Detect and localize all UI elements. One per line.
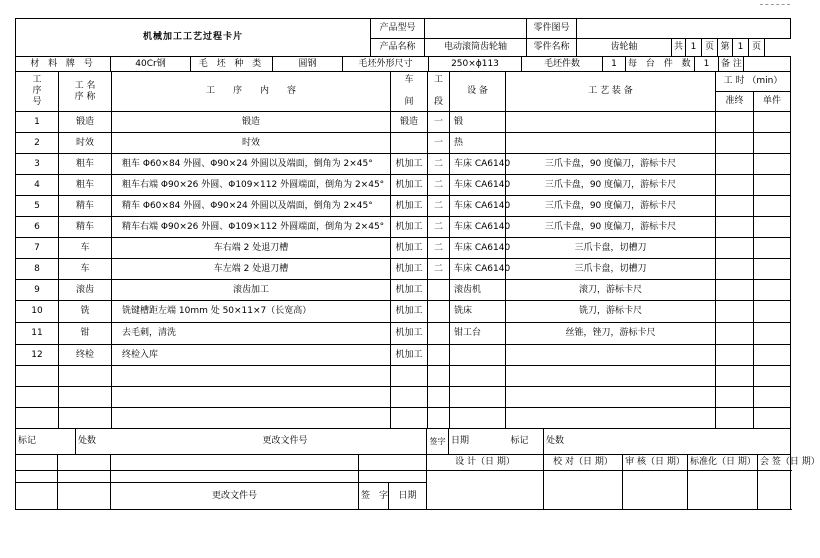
part-name-value: 齿轮轴 [577,39,672,57]
op-no: 2 [16,133,59,154]
op-equipment: 钳工台 [450,323,506,345]
op-content: 粗车 Φ60×84 外圆、Φ90×24 外圆以及端面，倒角为 2×45° [112,154,391,175]
footer-date-label: 日期 [449,429,509,455]
product-name-label: 产品名称 [371,39,425,57]
product-model-value [425,19,527,39]
operation-row [16,217,791,238]
op-content: 去毛刺，清洗 [112,323,391,345]
op-prep-time [716,323,754,345]
op-prep-time [716,175,754,196]
operation-row [16,112,791,133]
op-section: 二 [428,259,450,280]
card-header [15,18,791,57]
per-unit-value: 1 [695,57,719,72]
op-section: 一 [428,133,450,154]
op-workshop: 机加工 [391,175,428,196]
op-workshop: 机加工 [391,217,428,238]
op-unit-time [754,112,791,133]
op-equipment: 车床 CA6140 [450,259,506,280]
op-no: 9 [16,280,59,301]
operation-row [16,154,791,175]
op-no: 1 [16,112,59,133]
op-equipment: 车床 CA6140 [450,217,506,238]
op-section: 二 [428,175,450,196]
op-workshop: 机加工 [391,280,428,301]
op-equipment: 热 [450,133,506,154]
op-content: 锻造 [112,112,391,133]
footer-sign-label: 签字 [427,429,449,455]
op-workshop: 机加工 [391,323,428,345]
op-workshop [391,133,428,154]
op-name: 车 [59,238,112,259]
op-section [428,301,450,323]
op-tooling: 三爪卡盘，90 度偏刀，游标卡尺 [506,175,716,196]
material-grade-value: 40Cr钢 [111,57,191,72]
footer-change-doc-label: 更改文件号 [261,429,427,455]
operation-row [16,175,791,196]
op-name: 锻造 [59,112,112,133]
op-equipment: 车床 CA6140 [450,154,506,175]
op-unit-time [754,238,791,259]
op-tooling [506,112,716,133]
no-label: 第 [718,39,733,57]
blank-size-value: 250×ϕ113 [429,57,522,72]
op-workshop: 机加工 [391,238,428,259]
op-name: 时效 [59,133,112,154]
standard-label: 标准化（日 期） [688,455,758,471]
col-op-no: 工 序 号 [16,72,59,112]
footer-change-doc-label-2: 更改文件号 [111,483,359,510]
op-no: 5 [16,196,59,217]
op-content: 精车 Φ60×84 外圆、Φ90×24 外圆以及端面，倒角为 2×45° [112,196,391,217]
op-no: 12 [16,345,59,366]
op-prep-time [716,280,754,301]
op-no: 6 [16,217,59,238]
op-no: 3 [16,154,59,175]
op-name: 精车 [59,196,112,217]
countersign-label: 会 签（日 期） [758,455,791,471]
op-unit-time [754,323,791,345]
op-prep-time [716,196,754,217]
op-no: 10 [16,301,59,323]
op-section: 一 [428,112,450,133]
op-section: 二 [428,196,450,217]
op-content: 粗车右端 Φ90×26 外圆、Φ109×112 外圆端面，倒角为 2×45° [112,175,391,196]
material-row [15,56,791,72]
op-prep-time [716,345,754,366]
remark-label: 备 注 [719,57,744,72]
op-tooling: 三爪卡盘，切槽刀 [506,238,716,259]
op-name: 滚齿 [59,280,112,301]
review-label: 审 核（日 期） [623,455,688,471]
op-no: 4 [16,175,59,196]
op-equipment: 车床 CA6140 [450,175,506,196]
op-name: 粗车 [59,154,112,175]
operation-row [16,345,791,366]
total-label: 共 [672,39,686,57]
op-name: 车 [59,259,112,280]
op-prep-time [716,154,754,175]
op-no: 11 [16,323,59,345]
footer-count-label-2: 处数 [544,429,791,455]
col-tooling: 工 艺 装 备 [506,72,716,112]
op-prep-time [716,301,754,323]
op-workshop: 机加工 [391,259,428,280]
op-name: 铣 [59,301,112,323]
col-section: 工 段 [428,72,450,112]
operation-row [16,301,791,323]
op-section [428,280,450,301]
op-workshop: 机加工 [391,345,428,366]
op-no: 8 [16,259,59,280]
proof-label: 校 对（日 期） [544,455,623,471]
op-workshop: 机加工 [391,196,428,217]
operation-row [16,133,791,154]
design-label: 设 计（日 期） [427,455,544,471]
op-section: 二 [428,217,450,238]
op-tooling: 三爪卡盘，90 度偏刀，游标卡尺 [506,154,716,175]
col-workshop: 车 间 [391,72,428,112]
op-equipment: 车床 CA6140 [450,238,506,259]
op-unit-time [754,280,791,301]
op-content: 精车右端 Φ90×26 外圆、Φ109×112 外圆端面，倒角为 2×45° [112,217,391,238]
material-grade-label: 材 料 牌 号 [16,57,111,72]
col-unit-time: 单件 [754,92,791,112]
col-time: 工 时 （min） [716,72,791,92]
op-prep-time [716,217,754,238]
op-section [428,345,450,366]
op-prep-time [716,112,754,133]
col-prep-time: 准终 [716,92,754,112]
op-content: 滚齿加工 [112,280,391,301]
part-name-label: 零件名称 [527,39,577,57]
op-tooling: 三爪卡盘，90 度偏刀，游标卡尺 [506,217,716,238]
op-unit-time [754,217,791,238]
blank-size-label: 毛坯外形尺寸 [343,57,429,72]
blank-type-label: 毛 坯 种 类 [191,57,273,72]
op-equipment: 铣床 [450,301,506,323]
op-content: 铣键槽距左端 10mm 处 50×11×7（长宽高） [112,301,391,323]
op-prep-time [716,133,754,154]
op-name: 钳 [59,323,112,345]
op-workshop: 机加工 [391,154,428,175]
blank-rows [16,366,791,429]
page-label: 页 [702,39,718,57]
op-unit-time [754,154,791,175]
op-unit-time [754,133,791,154]
op-equipment: 车床 CA6140 [450,196,506,217]
op-tooling: 三爪卡盘，切槽刀 [506,259,716,280]
op-tooling: 丝锥，锉刀，游标卡尺 [506,323,716,345]
op-content: 时效 [112,133,391,154]
op-prep-time [716,259,754,280]
op-unit-time [754,301,791,323]
footer-mark-label-2: 标记 [509,429,544,455]
op-section: 二 [428,238,450,259]
operation-row [16,196,791,217]
op-section: 二 [428,154,450,175]
product-name-value: 电动滚筒齿轮轴 [425,39,527,57]
op-workshop: 机加工 [391,301,428,323]
op-no: 7 [16,238,59,259]
op-content: 车右端 2 处退刀槽 [112,238,391,259]
col-content: 工 序 内 容 [112,72,391,112]
footer-date-label-2: 日期 [389,483,427,510]
op-equipment: 滚齿机 [450,280,506,301]
process-card [15,18,820,520]
col-equipment: 设 备 [450,72,506,112]
op-content: 终检入库 [112,345,391,366]
op-tooling [506,133,716,154]
operations-table [15,71,791,429]
op-workshop: 锻造 [391,112,428,133]
op-tooling: 铣刀，游标卡尺 [506,301,716,323]
per-unit-label: 每 台 件 数 [626,57,695,72]
op-tooling [506,345,716,366]
page-label-2: 页 [749,39,765,57]
op-equipment [450,345,506,366]
op-name: 终检 [59,345,112,366]
col-op-name: 工 名 序 称 [59,72,112,112]
op-tooling: 滚刀，游标卡尺 [506,280,716,301]
op-unit-time [754,259,791,280]
blank-count-label: 毛坯件数 [522,57,603,72]
operations-body [16,112,791,366]
page-no: 1 [733,39,749,57]
footer-count-label: 处数 [76,429,261,455]
remark-value [744,57,791,72]
blank-count-value: 1 [603,57,626,72]
op-section [428,323,450,345]
footer-mark-label: 标记 [16,429,76,455]
page-edge-marker [760,4,790,5]
op-content: 车左端 2 处退刀槽 [112,259,391,280]
footer-sign-label-2: 签 字 [359,483,389,510]
product-model-label: 产品型号 [371,19,425,39]
operation-row [16,280,791,301]
blank-type-value: 圆钢 [273,57,343,72]
total-pages: 1 [686,39,702,57]
operation-row [16,238,791,259]
operation-row [16,323,791,345]
card-title: 机械加工工艺过程卡片 [16,19,371,57]
card-footer [15,428,820,510]
part-drawing-label: 零件图号 [527,19,577,39]
op-tooling: 三爪卡盘，90 度偏刀，游标卡尺 [506,196,716,217]
operation-row [16,259,791,280]
op-prep-time [716,238,754,259]
op-equipment: 锻 [450,112,506,133]
op-unit-time [754,196,791,217]
part-drawing-value [577,19,791,39]
op-unit-time [754,345,791,366]
op-unit-time [754,175,791,196]
op-name: 精车 [59,217,112,238]
op-name: 粗车 [59,175,112,196]
